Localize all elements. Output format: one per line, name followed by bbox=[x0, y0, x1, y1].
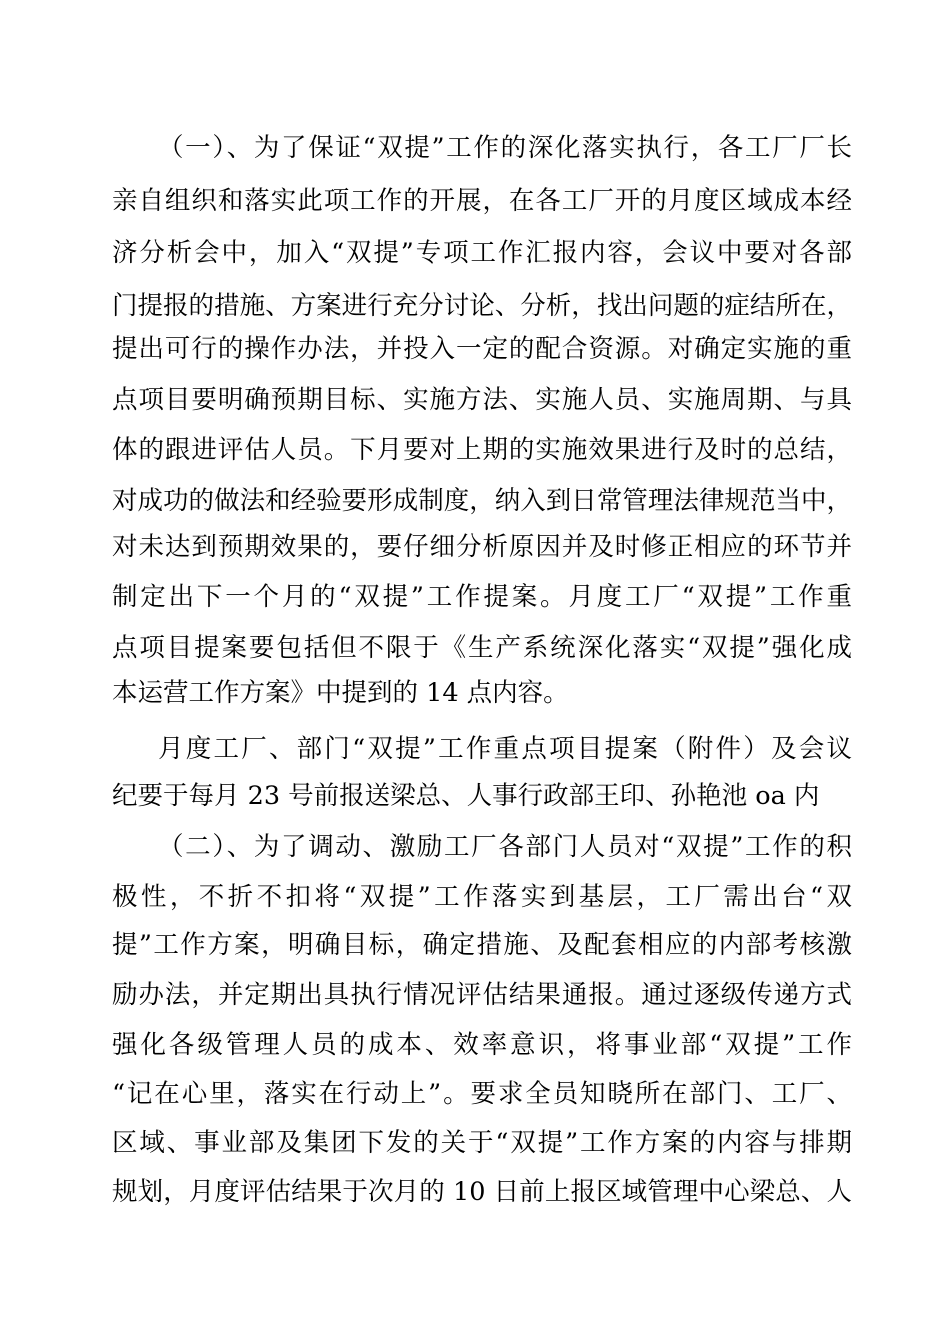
paragraph-1-line-11: 点项目提案要包括但不限于《生产系统深化落实“双提”强化成 bbox=[112, 633, 852, 663]
paragraph-3-line-7: 区域、事业部及集团下发的关于“双提”工作方案的内容与排期 bbox=[112, 1128, 852, 1158]
paragraph-1-line-7: 体的跟进评估人员。下月要对上期的实施效果进行及时的总结， bbox=[112, 435, 852, 465]
paragraph-3-line-1: （二）、为了调动、激励工厂各部门人员对“双提”工作的积 bbox=[158, 832, 852, 862]
paragraph-3-line-6: “记在心里，落实在行动上”。要求全员知晓所在部门、工厂、 bbox=[112, 1079, 852, 1109]
paragraph-2-line-1: 月度工厂、部门“双提”工作重点项目提案（附件）及会议 bbox=[158, 734, 852, 764]
paragraph-3-line-4: 励办法，并定期出具执行情况评估结果通报。通过逐级传递方式 bbox=[112, 980, 852, 1010]
paragraph-1-line-10: 制定出下一个月的“双提”工作提案。月度工厂“双提”工作重 bbox=[112, 582, 852, 612]
paragraph-2-line-2: 纪要于每月 23 号前报送梁总、人事行政部王印、孙艳池 oa 内 bbox=[112, 781, 820, 811]
paragraph-1-line-1: （一）、为了保证“双提”工作的深化落实执行，各工厂厂长 bbox=[158, 133, 852, 163]
paragraph-1-line-2: 亲自组织和落实此项工作的开展，在各工厂开的月度区域成本经 bbox=[112, 186, 852, 216]
paragraph-3-line-2: 极性，不折不扣将“双提”工作落实到基层，工厂需出台“双 bbox=[112, 882, 852, 912]
paragraph-1-line-5: 提出可行的操作办法，并投入一定的配合资源。对确定实施的重 bbox=[112, 334, 852, 364]
paragraph-1-line-9: 对未达到预期效果的，要仔细分析原因并及时修正相应的环节并 bbox=[112, 532, 852, 562]
paragraph-3-line-5: 强化各级管理人员的成本、效率意识，将事业部“双提”工作 bbox=[112, 1030, 852, 1060]
paragraph-1-line-12: 本运营工作方案》中提到的 14 点内容。 bbox=[112, 678, 569, 708]
paragraph-3-line-8: 规划，月度评估结果于次月的 10 日前上报区域管理中心梁总、人 bbox=[112, 1177, 852, 1207]
paragraph-1-line-6: 点项目要明确预期目标、实施方法、实施人员、实施周期、与具 bbox=[112, 385, 852, 415]
paragraph-1-line-3: 济分析会中，加入“双提”专项工作汇报内容，会议中要对各部 bbox=[112, 238, 852, 268]
paragraph-3-line-3: 提”工作方案，明确目标，确定措施、及配套相应的内部考核激 bbox=[112, 930, 852, 960]
paragraph-1-line-4: 门提报的措施、方案进行充分讨论、分析，找出问题的症结所在， bbox=[112, 291, 852, 321]
paragraph-1-line-8: 对成功的做法和经验要形成制度，纳入到日常管理法律规范当中， bbox=[112, 486, 852, 516]
